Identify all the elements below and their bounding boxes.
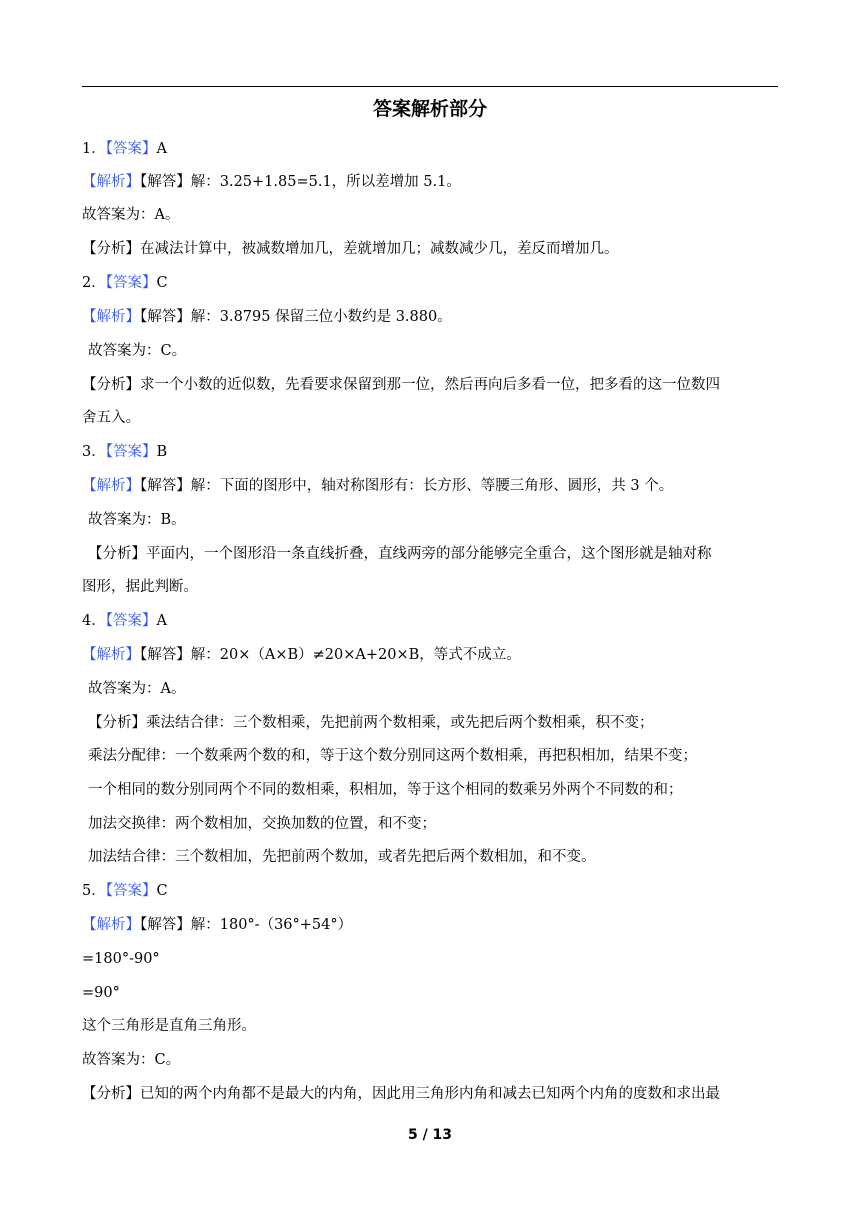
q5-conclusion: 故答案为：C。 bbox=[82, 1052, 181, 1068]
q3-analysis-tag: 【解析】 bbox=[82, 478, 140, 494]
q5-analysis-1: 【分析】已知的两个内角都不是最大的内角，因此用三角形内角和减去已知两个内角的度数和求出最 bbox=[82, 1086, 720, 1102]
q4-answer-tag: 【答案】 bbox=[105, 613, 157, 629]
q5-step-1: =180°-90° bbox=[82, 951, 160, 967]
q1-answer: A bbox=[156, 141, 167, 157]
q1-conclusion: 故答案为：A。 bbox=[82, 207, 180, 223]
q3-answer-line bbox=[82, 442, 782, 462]
q2-analysis-2: 舍五入。 bbox=[82, 410, 140, 426]
q4-analysis-2: 乘法分配律：一个数乘两个数的和，等于这个数分别同这两个数相乘，再把积相加，结果不变； bbox=[88, 748, 697, 764]
q4-conclusion: 故答案为：A。 bbox=[88, 681, 186, 697]
q4-answer-line bbox=[82, 611, 782, 631]
q2-answer-line bbox=[82, 273, 782, 293]
q4-solution-line bbox=[82, 645, 782, 665]
q5-answer-line bbox=[82, 881, 782, 901]
q5-solution: 【解答】解：180°-（36°+54°） bbox=[140, 917, 353, 933]
q1-solution: 【解答】解：3.25+1.85=5.1，所以差增加 5.1。 bbox=[140, 174, 461, 190]
q5-step-3: 这个三角形是直角三角形。 bbox=[82, 1018, 256, 1034]
q1-answer-line bbox=[82, 139, 782, 159]
q1-solution-line bbox=[82, 172, 782, 192]
q2-number: 2． bbox=[82, 275, 106, 291]
q1-number: 1． bbox=[82, 141, 106, 157]
q3-answer-tag: 【答案】 bbox=[105, 444, 157, 460]
q3-solution-line bbox=[82, 476, 782, 496]
q4-analysis-1: 【分析】乘法结合律：三个数相乘，先把前两个数相乘，或先把后两个数相乘，积不变； bbox=[88, 715, 654, 731]
q4-answer: A bbox=[156, 613, 167, 629]
q3-answer: B bbox=[156, 444, 168, 460]
page-title: 答案解析部分 bbox=[372, 98, 487, 120]
q2-solution-line bbox=[82, 307, 782, 327]
q5-analysis-tag: 【解析】 bbox=[82, 917, 140, 933]
q2-analysis-tag: 【解析】 bbox=[82, 309, 140, 325]
q4-analysis-4: 加法交换律：两个数相加，交换加数的位置，和不变； bbox=[88, 816, 436, 832]
q1-answer-tag: 【答案】 bbox=[105, 141, 157, 157]
q2-analysis-1: 【分析】求一个小数的近似数，先看要求保留到那一位，然后再向后多看一位，把多看的这一位数四 bbox=[82, 377, 720, 393]
q2-solution: 【解答】解：3.8795 保留三位小数约是 3.880。 bbox=[140, 309, 452, 325]
q4-analysis-tag: 【解析】 bbox=[82, 647, 140, 663]
q5-solution-line bbox=[82, 915, 782, 935]
q5-step-2: =90° bbox=[82, 985, 120, 1001]
q1-analysis: 【分析】在减法计算中，被减数增加几，差就增加几；减数减少几，差反而增加几。 bbox=[82, 241, 619, 257]
page-number: 5 / 13 bbox=[407, 1127, 453, 1143]
q2-conclusion: 故答案为：C。 bbox=[88, 343, 187, 359]
q4-analysis-5: 加法结合律：三个数相加，先把前两个数加，或者先把后两个数相加，和不变。 bbox=[88, 849, 596, 865]
q3-analysis-1: 【分析】平面内，一个图形沿一条直线折叠，直线两旁的部分能够完全重合，这个图形就是轴对称 bbox=[88, 546, 712, 562]
q2-answer: C bbox=[156, 275, 168, 291]
q3-conclusion: 故答案为：B。 bbox=[88, 512, 186, 528]
q4-analysis-3: 一个相同的数分别同两个不同的数相乘，积相加，等于这个相同的数乘另外两个不同数的和； bbox=[88, 782, 683, 798]
q5-answer: C bbox=[156, 883, 168, 899]
q3-solution: 【解答】解：下面的图形中，轴对称图形有：长方形、等腰三角形、圆形，共 3 个。 bbox=[140, 478, 674, 494]
q1-analysis-tag: 【解析】 bbox=[82, 174, 140, 190]
q2-answer-tag: 【答案】 bbox=[105, 275, 157, 291]
q5-number: 5． bbox=[82, 883, 106, 899]
q4-number: 4． bbox=[82, 613, 106, 629]
q4-solution: 【解答】解：20×（A×B）≠20×A+20×B，等式不成立。 bbox=[140, 647, 521, 663]
q3-analysis-2: 图形，据此判断。 bbox=[82, 579, 198, 595]
q3-number: 3． bbox=[82, 444, 106, 460]
q5-answer-tag: 【答案】 bbox=[105, 883, 157, 899]
header-rule bbox=[82, 86, 778, 87]
